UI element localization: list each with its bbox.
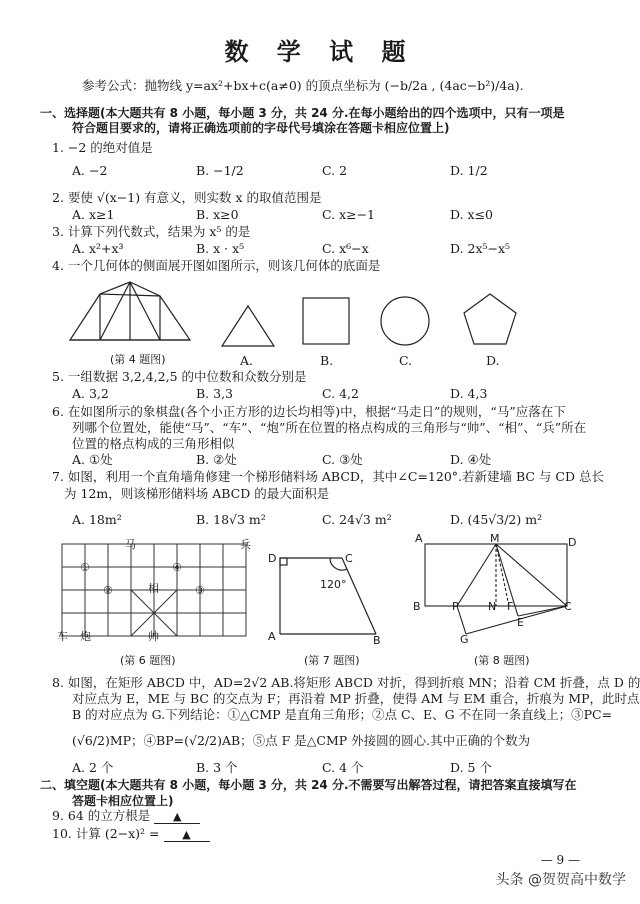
chess-che: 车	[57, 630, 68, 643]
f8-label-c: C	[564, 600, 572, 613]
section2-heading-2: 答题卡相应位置上)	[72, 794, 174, 808]
q1-stem: 1. −2 的绝对值是	[52, 140, 153, 155]
f8-label-f: F	[507, 600, 514, 613]
f8-label-m: M	[490, 532, 500, 545]
q3-option-c: C. x⁶−x	[322, 241, 369, 256]
f8-label-n: N	[488, 600, 497, 613]
q4-figure-caption: (第 4 题图)	[110, 353, 166, 366]
q6-option-b: B. ②处	[196, 452, 237, 467]
q3-option-b: B. x · x⁵	[196, 241, 245, 256]
q2-stem: 2. 要使 √(x−1) 有意义，则实数 x 的取值范围是	[52, 190, 322, 205]
q2-option-b: B. x≥0	[196, 207, 239, 222]
q1-option-a: A. −2	[72, 163, 108, 178]
f8-label-e: E	[517, 616, 524, 629]
q2-option-c: C. x≥−1	[322, 207, 376, 222]
q8-line-1: 8. 如图，在矩形 ABCD 中，AD=2√2 AB.将矩形 ABCD 对折，得到折痕 MN；沿着 CM 折叠，点 D 的	[52, 675, 640, 690]
f8-label-g: G	[460, 633, 469, 646]
q8-option-c: C. 4 个	[322, 760, 364, 775]
chess-pos-1: ①	[80, 561, 90, 574]
q4-stem: 4. 一个几何体的侧面展开图如图所示，则该几何体的底面是	[52, 258, 381, 273]
q2-option-d: D. x≤0	[450, 207, 493, 222]
f8-label-b: B	[413, 600, 421, 613]
section1-heading: 一、选择题(本大题共有 8 小题，每小题 3 分，共 24 分.在每小题给出的四个选项中，只有一项是	[40, 106, 565, 120]
q5-stem: 5. 一组数据 3,2,4,2,5 的中位数和众数分别是	[52, 369, 307, 384]
q10-answer-blank[interactable]: ▲	[164, 828, 210, 842]
q8-line-4: (√6/2)MP；④BP=(√2/2)AB；⑤点 F 是△CMP 外接圆的圆心.其中正确的个数为	[72, 733, 531, 748]
q6-option-c: C. ③处	[322, 452, 363, 467]
chess-bing: 兵	[240, 538, 251, 551]
q8-line-2: 对应点为 E，ME 与 BC 的交点为 F；再沿着 MP 折叠，使得 AM 与 EM 重合，折痕为 MP，此时点	[72, 691, 640, 706]
chess-pos-4: ④	[172, 561, 182, 574]
q7-line-2: 为 12m，则该梯形储料场 ABCD 的最大面积是	[64, 486, 330, 501]
q5-option-c: C. 4,2	[322, 386, 359, 401]
q7-line-1: 7. 如图，利用一个直角墙角修建一个梯形储料场 ABCD，其中∠C=120°.若新建墙 BC 与 CD 总长	[52, 469, 604, 484]
f7-label-b: B	[373, 634, 381, 647]
q1-option-d: D. 1/2	[450, 163, 488, 178]
q5-option-b: B. 3,3	[196, 386, 234, 401]
q4-option-d: D.	[486, 353, 500, 368]
page-title: 数 学 试 题	[224, 38, 416, 66]
q2-option-a: A. x≥1	[72, 207, 115, 222]
q4-option-c: C.	[399, 353, 413, 368]
q8-option-a: A. 2 个	[72, 760, 114, 775]
trapezoid-figure	[280, 558, 376, 634]
q8-option-b: B. 3 个	[196, 760, 238, 775]
chess-pao: 炮	[80, 630, 91, 643]
q3-stem: 3. 计算下列代数式，结果为 x⁵ 的是	[52, 224, 251, 239]
f7-label-d: D	[268, 552, 277, 565]
q6-line-2: 列哪个位置处，能使“马”、“车”、“炮”所在位置的格点构成的三角形与“帅”、“相”、“兵”所在	[72, 420, 587, 435]
chess-pos-3: ③	[195, 584, 205, 597]
f8-label-d: D	[568, 536, 577, 549]
q4-pentagon-shape	[464, 294, 516, 344]
q9-stem: 9. 64 的立方根是	[52, 808, 151, 823]
q10-item	[52, 826, 210, 842]
f7-label-c: C	[345, 552, 353, 565]
q1-option-b: B. −1/2	[196, 163, 244, 178]
page-number: — 9 —	[540, 853, 580, 867]
q6-line-1: 6. 在如图所示的象棋盘(各个小正方形的边长均相等)中，根据“马走日”的规则，“马”应落在下	[52, 404, 566, 419]
q1-option-c: C. 2	[322, 163, 348, 178]
q4-circle-shape	[381, 297, 429, 345]
q3-option-a: A. x²+x³	[72, 241, 124, 256]
chess-ma: 马	[125, 538, 136, 551]
watermark: 头条 @贺贺高中数学	[495, 872, 626, 888]
rectangle-fold-figure	[425, 544, 567, 634]
q6-option-d: D. ④处	[450, 452, 492, 467]
q7-option-c: C. 24√3 m²	[322, 512, 392, 527]
q4-net-figure	[70, 282, 190, 340]
q3-option-d: D. 2x⁵−x⁵	[450, 241, 511, 256]
chess-shuai: 帅	[148, 630, 159, 643]
q10-stem: 10. 计算 (2−x)² =	[52, 826, 160, 841]
q9-answer-blank[interactable]: ▲	[154, 810, 200, 824]
section2-heading: 二、填空题(本大题共有 8 小题，每小题 3 分，共 24 分.不需要写出解答过程，请把答案直接填写在	[40, 778, 577, 792]
q6-option-a: A. ①处	[72, 452, 113, 467]
f7-label-a: A	[268, 630, 276, 643]
q5-option-d: D. 4,3	[450, 386, 488, 401]
q6-line-3: 位置的格点构成的三角形相似	[72, 436, 235, 451]
formula-note: 参考公式：抛物线 y=ax²+bx+c(a≠0) 的顶点坐标为 (−b/2a , (4ac−b²)/4a).	[82, 78, 524, 93]
q7-option-b: B. 18√3 m²	[196, 512, 266, 527]
q4-triangle-shape	[222, 306, 274, 346]
q9-item	[52, 808, 200, 824]
fig8-caption: (第 8 题图)	[474, 654, 530, 667]
f7-angle-label: 120°	[320, 578, 347, 591]
q5-option-a: A. 3,2	[72, 386, 109, 401]
q7-option-d: D. (45√3/2) m²	[450, 512, 543, 527]
q7-option-a: A. 18m²	[72, 512, 122, 527]
chess-xiang: 相	[148, 582, 159, 595]
q8-option-d: D. 5 个	[450, 760, 492, 775]
q4-option-a: A.	[240, 353, 254, 368]
q4-square-shape	[303, 298, 349, 344]
section1-heading-2: 符合题目要求的，请将正确选项前的字母代号填涂在答题卡相应位置上)	[72, 121, 450, 135]
q8-line-3: B 的对应点为 G.下列结论：①△CMP 是直角三角形；②点 C、E、G 不在同一条直线上；③PC=	[72, 707, 613, 722]
fig6-caption: (第 6 题图)	[120, 654, 176, 667]
chess-pos-2: ②	[103, 584, 113, 597]
fig7-caption: (第 7 题图)	[304, 654, 360, 667]
q4-option-b: B.	[320, 353, 334, 368]
f8-label-p: P	[452, 600, 459, 613]
figure-row	[0, 536, 640, 656]
f8-label-a: A	[415, 532, 423, 545]
